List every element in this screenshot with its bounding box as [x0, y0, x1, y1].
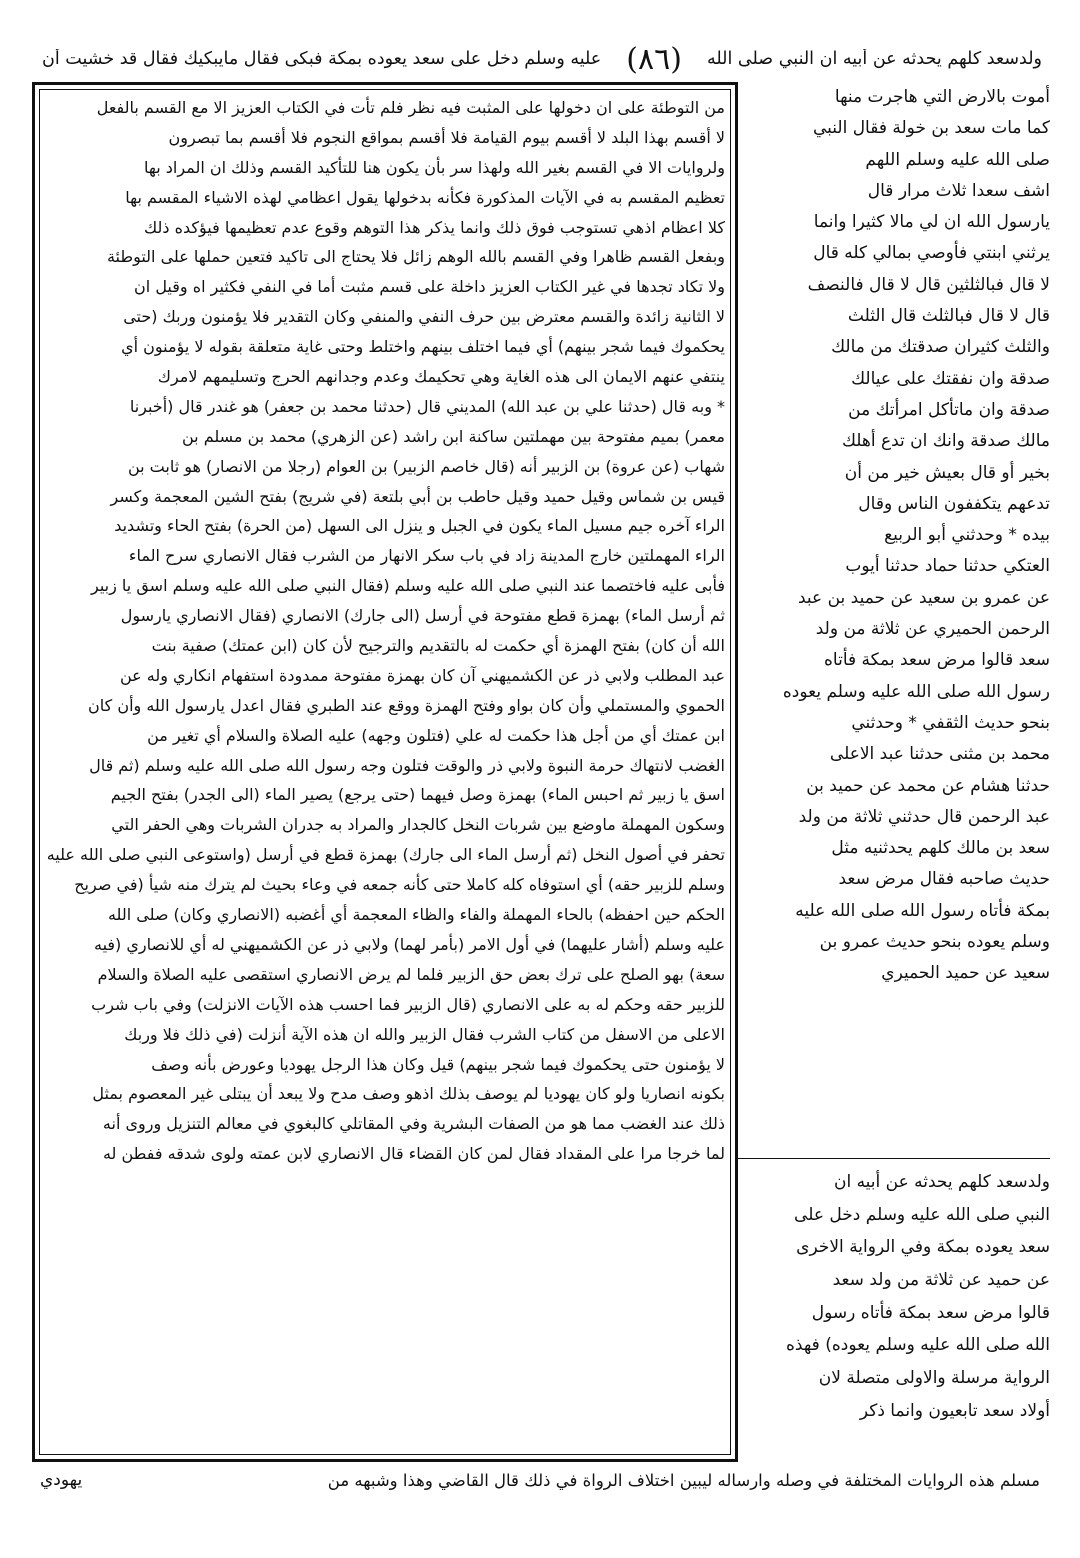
commentary-line: معمر) بميم مفتوحة بين مهملتين ساكنة ابن راشد (عن الزهري) محمد بن مسلم بن	[181, 426, 725, 446]
commentary-line: وبفعل القسم ظاهرا وفي القسم بالله الوهم زائل فلا يحتاج الى تاكيد فتعين حملها على التوطئة	[106, 247, 725, 267]
main-text-line: حدثنا هشام عن محمد عن حميد بن	[806, 775, 1050, 796]
commentary-text	[43, 93, 725, 1169]
commentary-line: الحكم حين احفظه) بالحاء المهملة والفاء والظاء المعجمة أي أغضبه (الانصاري وكان) صلى الله	[107, 905, 725, 925]
main-text-line: الله صلى الله عليه وسلم يعوده) فهذه	[786, 1335, 1050, 1356]
commentary-line: وسكون المهملة ماوضع بين شربات النخل كالجدار والمراد به جدران الشربات وهي الحفر التي	[111, 815, 725, 835]
main-text-line: يارسول الله ان لي مالا كثيرا وانما	[813, 212, 1050, 233]
page-header	[42, 38, 1042, 80]
commentary-line: وسلم للزبير حقه) أي استوفاه كله كاملا حتى كأنه جمعه في وعاء بحيث لم يترك منه شيأ (في صريح	[74, 875, 725, 895]
main-text-line: وسلم يعوده بنحو حديث عمرو بن	[819, 932, 1050, 953]
page-number: ( ٨٦ )	[616, 42, 692, 77]
commentary-line: ذلك عند الغضب مما هو من الصفات البشرية وفي المقاتلي كالبغوي في معالم التنزيل وروى أنه	[102, 1114, 725, 1134]
commentary-line: سعة) بهو الصلح على ترك بعض حق الزبير فلما لم يرض الانصاري استقصى عليه الصلاة والسلام	[97, 964, 725, 984]
commentary-line: الغضب لانتهاك حرمة النبوة ولابي ذر والوقت فتلون وجه رسول الله صلى الله عليه وسلم (ثم قال	[89, 755, 725, 775]
commentary-line: ولا تكاد تجدها في غير الكتاب العزيز داخلة على قسم مثبت أما في النفي فكثير اه وقيل ان	[134, 277, 725, 297]
main-text-line: سعد بن مالك كلهم يحدثنيه مثل	[831, 838, 1050, 859]
commentary-line: كلا اعظام اذهي تستوجب فوق ذلك وانما يذكر هذا التوهم وقوع عدم تعظيمها فيؤكده ذلك	[144, 217, 725, 237]
commentary-line: بكونه انصاريا ولو كان يهوديا لم يوصف بذلك اذهو وصف مدح ولا يبعد أن يبتلى غير المعصوم بمثل	[92, 1084, 725, 1104]
main-text-line: عن عمرو بن سعيد عن حميد بن عبد	[798, 587, 1050, 608]
commentary-line: يحكموك فيما شجر بينهم) أي فيما اختلف بينهم واختلط وحتى غاية متعلقة بقوله لا يؤمنون أي	[121, 337, 725, 357]
main-text-line: قال لا قال فبالثلث قال الثلث	[847, 306, 1050, 327]
main-text-line: بنحو حديث الثقفي * وحدثني	[851, 712, 1050, 733]
main-text-bottom	[738, 1166, 1050, 1428]
main-text-line: عبد الرحمن قال حدثني ثلاثة من ولد	[798, 806, 1050, 827]
main-text-line: صدقة وان ماتأكل امرأتك من	[848, 399, 1050, 420]
main-text-line: العتكي حدثنا حماد حدثنا أيوب	[845, 556, 1050, 577]
commentary-line: اسق يا زبير ثم احبس الماء) بهمزة وصل فيهما (حتى يرجع) يصير الماء (الى الجدر) بفتح الجيم	[110, 785, 725, 805]
commentary-line: تحفر في أصول النخل (ثم أرسل الماء الى جارك) بهمزة قطع في أرسل (واستوعى النبي صلى الله عليه	[46, 845, 725, 865]
commentary-line: لما خرجا مرا على المقداد فقال لمن كان القضاء قال الانصاري لابن عمته ولوى شدقه ففطن له	[102, 1144, 725, 1164]
commentary-line: ثم أرسل الماء) بهمزة قطع مفتوحة في أرسل (الى جارك) الانصاري (فقال الانصاري يارسول	[120, 606, 725, 626]
commentary-line: ينتفي عنهم الايمان الى هذه الغاية وهي تحكيمك وعدم وجدانهم الحرج وتسليمهم لامرك	[157, 367, 725, 387]
main-text-line: النبي صلى الله عليه وسلم دخل على	[794, 1204, 1050, 1225]
main-text-line: أموت بالارض التي هاجرت منها	[834, 87, 1050, 107]
commentary-line: الراء المهملتين خارج المدينة زاد في باب سكر الانهار من الشرب فقال الانصاري سرح الماء	[128, 546, 725, 566]
header-right-text: ولدسعد كلهم يحدثه عن أبيه ان النبي صلى الله	[706, 49, 1042, 69]
main-text-line: تدعهم يتكففون الناس وقال	[858, 493, 1050, 514]
commentary-line: الحموي والمستملي وأن كان بواو وفتح الهمزة ووقع عند الطبري فقال اعدل يارسول الله وأن كان	[88, 695, 725, 715]
main-text-line: الرحمن الحميري عن ثلاثة من ولد	[815, 619, 1050, 640]
main-text-line: عن حميد عن ثلاثة من ولد سعد	[832, 1270, 1050, 1291]
main-text-line: رسول الله صلى الله عليه وسلم يعوده	[782, 681, 1050, 702]
commentary-line: شهاب (عن عروة) بن الزبير أنه (قال خاصم الزبير) بن العوام (رجلا من الانصار) هو ثابت بن	[127, 456, 725, 476]
main-text-line: بمكة فأتاه رسول الله صلى الله عليه	[795, 900, 1050, 921]
commentary-line: لا يؤمنون حتى يحكموك فيما شجر بينهم) قيل وكان هذا الرجل يهوديا وعورض بأنه وصف	[151, 1054, 725, 1074]
commentary-line: * وبه قال (حدثنا علي بن عبد الله) المديني قال (حدثنا محمد بن جعفر) هو غندر قال (أخبرنا	[129, 396, 725, 416]
commentary-line: عبد المطلب ولابي ذر عن الكشميهني آن كان بهمزة مفتوحة ممدودة استفهام انكاري وله عن	[119, 665, 725, 685]
main-text-line: سعد قالوا مرض سعد بمكة فأتاه	[824, 650, 1050, 671]
main-text-line: أولاد سعد تابعيون وانما ذكر	[859, 1400, 1050, 1421]
main-text-line: اشف سعدا ثلاث مرار قال	[867, 180, 1050, 201]
commentary-line: تعظيم المقسم به في الآيات المذكورة فكأنه بدخولها يقول اعظامي لهذه الاشياء المقسم بها	[125, 187, 725, 207]
main-text-line: بيده * وحدثني أبو الربيع	[884, 525, 1050, 546]
main-text-line: مالك صدقة وانك ان تدع أهلك	[841, 431, 1050, 452]
main-text-line: سعيد عن حميد الحميري	[881, 963, 1050, 984]
main-text-line: بخير أو قال بعيش خير من أن	[844, 462, 1050, 483]
commentary-line: ابن عمتك أي من أجل هذا حكمت له علي (فتلون وجهه) عليه الصلاة والسلام أي تغير من	[147, 725, 725, 745]
main-text-line: الرواية مرسلة والاولى متصلة لان	[818, 1368, 1050, 1389]
main-text-top	[738, 82, 1050, 990]
commentary-line: لا الثانية زائدة والقسم معترض بين حرف النفي والمنفي وكان التقدير فلا يؤمنون وربك (حتى	[123, 307, 725, 327]
section-divider	[738, 1158, 1050, 1159]
commentary-line: الاعلى من الاسفل من كتاب الشرب فقال الزبير والله ان هذه الآية أنزلت (في ذلك فلا وربك	[124, 1024, 725, 1044]
commentary-line: عليه وسلم (أشار عليهما) في أول الامر (بأمر لهما) ولابي ذر عن الكشميهني له أي للانصاري (فيه	[93, 934, 725, 954]
main-text-line: ولدسعد كلهم يحدثه عن أبيه ان	[833, 1172, 1050, 1192]
main-text-line: صلى الله عليه وسلم اللهم	[865, 149, 1050, 170]
commentary-line: قيس بن شماس وقيل حميد وقيل حاطب بن أبي بلتعة (في شريج) بفتح الشين المعجمة وكسر	[110, 486, 725, 506]
main-text-line: صدقة وان نفقتك على عيالك	[851, 368, 1050, 389]
main-text-line: لا قال فبالثلثين قال لا قال فالنصف	[807, 274, 1050, 295]
catchword: يهودي	[40, 1470, 83, 1490]
main-text-line: يرثني ابنتي فأوصي بمالي كله قال	[813, 243, 1050, 264]
main-text-line: والثلث كثيران صدقتك من مالك	[831, 337, 1050, 358]
page-footer	[40, 1460, 1040, 1500]
commentary-line: من التوطئة على ان دخولها على المثبت فيه نظر فلم تأت في الكتاب العزيز الا مع القسم بالفعل	[96, 98, 725, 117]
main-text-line: حديث صاحبه فقال مرض سعد	[838, 869, 1050, 890]
commentary-frame	[32, 82, 738, 1462]
commentary-line: الله أن كان) بفتح الهمزة أي حكمت له بالتقديم والترجيح لأن كان (ابن عمتك) صفية بنت	[151, 636, 725, 656]
commentary-line: الراء آخره جيم مسيل الماء يكون في الجبل و ينزل الى السهل (من الحرة) بفتح الحاء وتشديد	[114, 516, 725, 536]
commentary-line: لا أقسم بهذا البلد لا أقسم بيوم القيامة فلا أقسم بمواقع النجوم فلا أقسم بما تبصرون	[168, 127, 725, 147]
main-text-line: سعد يعوده بمكة وفي الرواية الاخرى	[796, 1237, 1050, 1258]
commentary-line: فأبى عليه فاختصما عند النبي صلى الله عليه وسلم (فقال النبي صلى الله عليه وسلم اسق يا زبير	[91, 576, 725, 596]
main-text-line: قالوا مرض سعد بمكة فأتاه رسول	[811, 1302, 1050, 1323]
header-left-text: عليه وسلم دخل على سعد يعوده بمكة فبكى فقال مايبكيك فقال قد خشيت أن	[42, 49, 602, 69]
commentary-line: للزبير حقه وحكم له به على الانصاري (قال الزبير فما احسب هذه الآيات الانزلت) وفي باب شرب	[91, 994, 725, 1014]
footer-text: مسلم هذه الروايات المختلفة في وصله وارساله ليبين اختلاف الرواة في ذلك قال القاضي وهذا وشبهه من	[327, 1470, 1040, 1490]
commentary-line: ولروايات الا في القسم بغير الله ولهذا سر بأن يكون هنا للتأكيد القسم وذلك ان المراد بها	[144, 157, 725, 177]
main-text-line: كما مات سعد بن خولة فقال النبي	[812, 118, 1050, 139]
main-text-line: محمد بن مثنى حدثنا عبد الاعلى	[829, 744, 1050, 765]
